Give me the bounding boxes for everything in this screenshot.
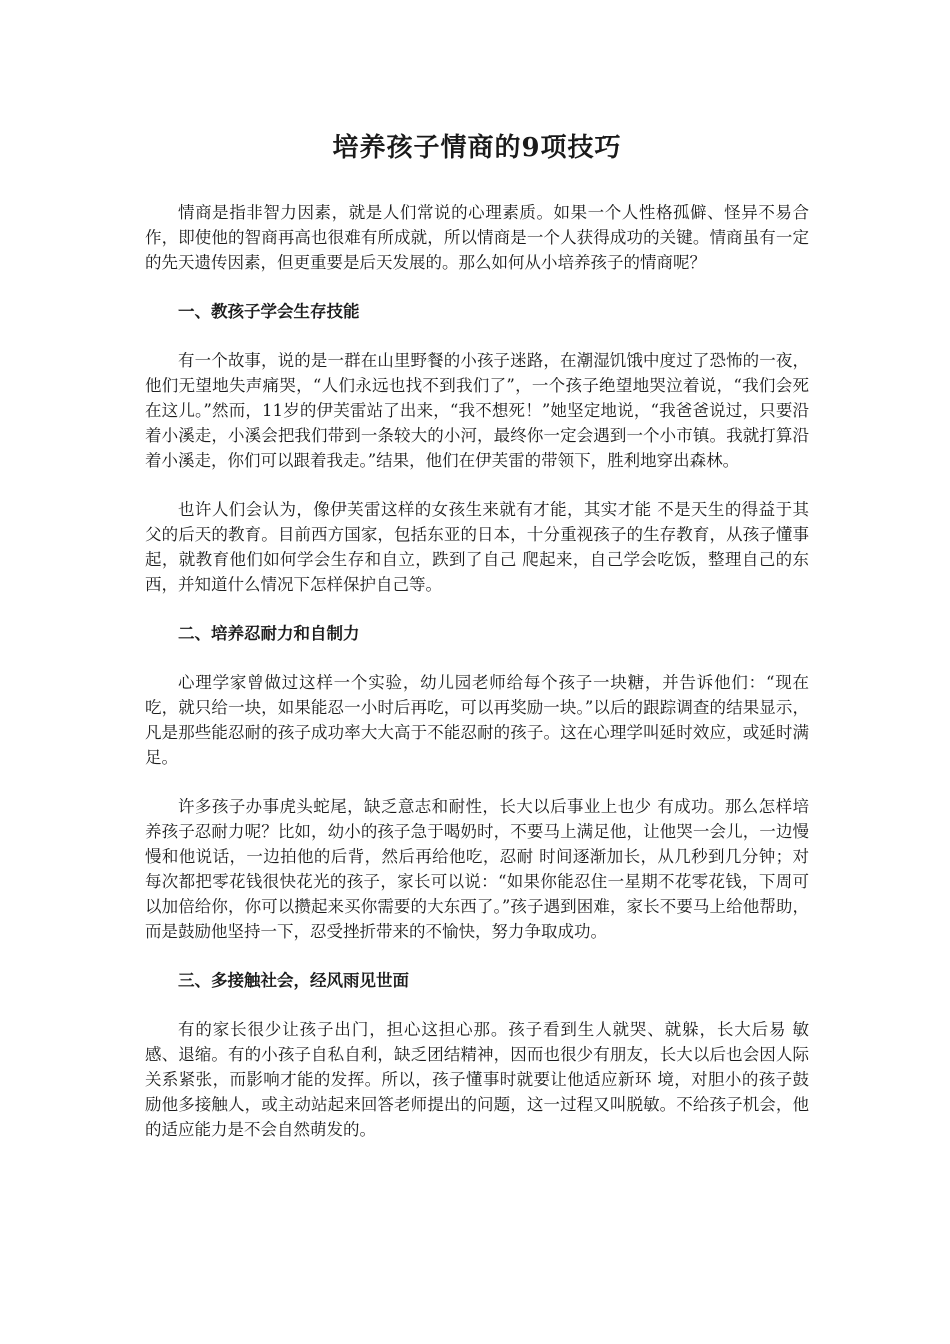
- section-1-paragraph-2: 也许人们会认为，像伊芙雷这样的女孩生来就有才能，其实才能 不是天生的得益于其父的后天的教育。目前西方国家，包括东亚的日本，十分重视孩子的生存教育，从孩子懂事起，就教育他们如何学会生存和自立，跌到了自己 爬起来，自己学会吃饭，整理自己的东西，并知道什么情况下怎样保护自己等。: [145, 500, 809, 594]
- intro-paragraph: 情商是指非智力因素，就是人们常说的心理素质。如果一个人性格孤僻、怪异不易合作，即使他的智商再高也很难有所成就，所以情商是一个人获得成功的关键。情商虽有一定的先天遗传因素，但更重要是后天发展的。那么如何从小培养孩子的情商呢？: [145, 203, 809, 272]
- document-page: [145, 128, 809, 1166]
- section-1-paragraph-1: 有一个故事，说的是一群在山里野餐的小孩子迷路，在潮湿饥饿中度过了恐怖的一夜，他们无望地失声痛哭，“人们永远也找不到我们了”，一个孩子绝望地哭泣着说，“我们会死在这儿。”然而，11岁的伊芙雷站了出来，“我不想死！”她坚定地说，“我爸爸说过，只要沿着小溪走，小溪会把我们带到一条较大的小河，最终你一定会遇到一个小市镇。我就打算沿着小溪走，你们可以跟着我走。”结果，他们在伊芙雷的带领下，胜利地穿出森林。: [145, 351, 809, 470]
- section-3-paragraph-1: 有的家长很少让孩子出门，担心这担心那。孩子看到生人就哭、就躲，长大后易 敏感、退缩。有的小孩子自私自利，缺乏团结精神，因而也很少有朋友，长大以后也会因人际关系紧张，而影响才能的发挥。所以，孩子懂事时就要让他适应新环 境，对胆小的孩子鼓励他多接触人，或主动站起来回答老师提出的问题，这一过程又叫脱敏。不给孩子机会，他的适应能力是不会自然萌发的。: [145, 1020, 809, 1139]
- section-heading-1: 一、教孩子学会生存技能: [178, 302, 360, 321]
- section-heading-2: 二、培养忍耐力和自制力: [178, 624, 360, 643]
- section-heading-3: 三、多接触社会，经风雨见世面: [178, 971, 409, 990]
- section-2-paragraph-1: 心理学家曾做过这样一个实验，幼儿园老师给每个孩子一块糖，并告诉他们：“现在吃，就只给一块，如果能忍一小时后再吃，可以再奖励一块。”以后的跟踪调查的结果显示，凡是那些能忍耐的孩子成功率大大高于不能忍耐的孩子。这在心理学叫延时效应，或延时满足。: [145, 673, 809, 767]
- section-2-paragraph-2: 许多孩子办事虎头蛇尾，缺乏意志和耐性，长大以后事业上也少 有成功。那么怎样培养孩子忍耐力呢？比如，幼小的孩子急于喝奶时，不要马上满足他，让他哭一会儿，一边慢慢和他说话，一边拍他的后背，然后再给他吃，忍耐 时间逐渐加长，从几秒到几分钟；对每次都把零花钱很快花光的孩子，家长可以说：“如果你能忍住一星期不花零花钱，下周可以加倍给你，你可以攒起来买你需要的大东西了。”孩子遇到困难，家长不要马上给他帮助，而是鼓励他坚持一下，忍受挫折带来的不愉快，努力争取成功。: [145, 797, 809, 941]
- document-title: 培养孩子情商的9项技巧: [332, 133, 622, 163]
